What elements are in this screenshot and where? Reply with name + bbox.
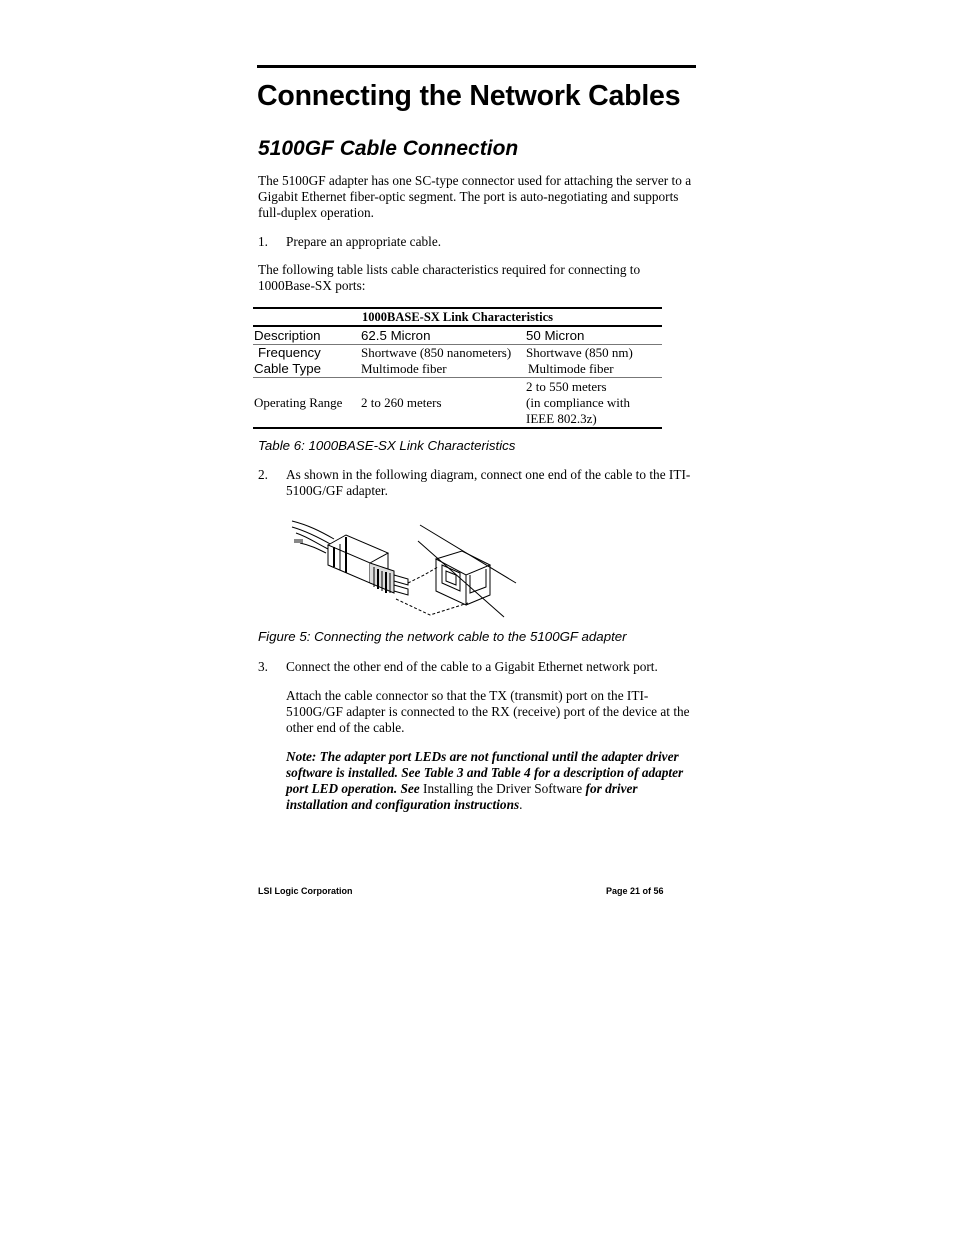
note-end: . bbox=[519, 797, 523, 812]
table-caption: Table 6: 1000BASE-SX Link Characteristics bbox=[258, 438, 516, 453]
table-bottom-rule bbox=[253, 427, 662, 429]
note-paragraph bbox=[286, 749, 698, 813]
step-text: Prepare an appropriate cable. bbox=[286, 234, 442, 249]
note-text: for driver installation and configuration instructions bbox=[286, 781, 638, 812]
intro-paragraph: The 5100GF adapter has one SC-type connector used for attaching the server to a Gigabit Ethernet fiber-optic segment. The port is auto-negotiating and supports full-duplex operation. bbox=[258, 173, 692, 220]
step-text: As shown in the following diagram, connect one end of the cable to the ITI-5100G/GF adapter. bbox=[286, 467, 691, 498]
footer-page-number: Page 21 of 56 bbox=[606, 886, 664, 896]
table-cell: Multimode fiber bbox=[361, 361, 447, 376]
note-text: Note: The adapter port LEDs are not functional until the adapter driver software is installed. See Table 3 and Table 4 for a description of adapter port LED operation. See bbox=[286, 749, 684, 796]
table-header-cell: Description bbox=[254, 328, 321, 343]
note-link-text: Installing the Driver Software bbox=[423, 781, 583, 796]
step-number: 2. bbox=[258, 467, 268, 482]
step-number: 1. bbox=[258, 234, 268, 249]
table-top-rule bbox=[253, 307, 662, 309]
step-text: Connect the other end of the cable to a Gigabit Ethernet network port. bbox=[286, 659, 658, 674]
table-header-cell: 62.5 Micron bbox=[361, 328, 431, 343]
table-cell: Multimode fiber bbox=[528, 361, 614, 376]
table-header-rule bbox=[253, 325, 662, 327]
table-cell: 2 to 550 meters bbox=[526, 379, 607, 394]
table-cell: 2 to 260 meters bbox=[361, 395, 442, 410]
table-cell: IEEE 802.3z) bbox=[526, 411, 597, 426]
table-intro-paragraph: The following table lists cable characteristics required for connecting to 1000Base-SX ports: bbox=[258, 262, 641, 293]
cable-connector-figure bbox=[290, 517, 520, 621]
table-row-divider bbox=[253, 377, 662, 378]
top-rule bbox=[257, 65, 696, 68]
step-number: 3. bbox=[258, 659, 268, 674]
page-title: Connecting the Network Cables bbox=[257, 80, 681, 112]
figure-caption: Figure 5: Connecting the network cable to the 5100GF adapter bbox=[258, 629, 627, 644]
table-row-label: Frequency bbox=[258, 345, 321, 360]
table-cell: (in compliance with bbox=[526, 395, 630, 410]
table-row-label: Operating Range bbox=[254, 395, 343, 410]
table-row-label: Cable Type bbox=[254, 361, 322, 376]
footer-company: LSI Logic Corporation bbox=[258, 886, 353, 896]
table-cell: Shortwave (850 nanometers) bbox=[361, 345, 512, 360]
table-header-cell: 50 Micron bbox=[526, 328, 585, 343]
table-title: 1000BASE-SX Link Characteristics bbox=[362, 310, 553, 324]
table-cell: Shortwave (850 nm) bbox=[526, 345, 633, 360]
attach-paragraph: Attach the cable connector so that the TX (transmit) port on the ITI-5100G/GF adapter is connected to the RX (receive) port of the device at the other end of the cable. bbox=[286, 688, 690, 735]
section-heading: 5100GF Cable Connection bbox=[258, 137, 519, 160]
